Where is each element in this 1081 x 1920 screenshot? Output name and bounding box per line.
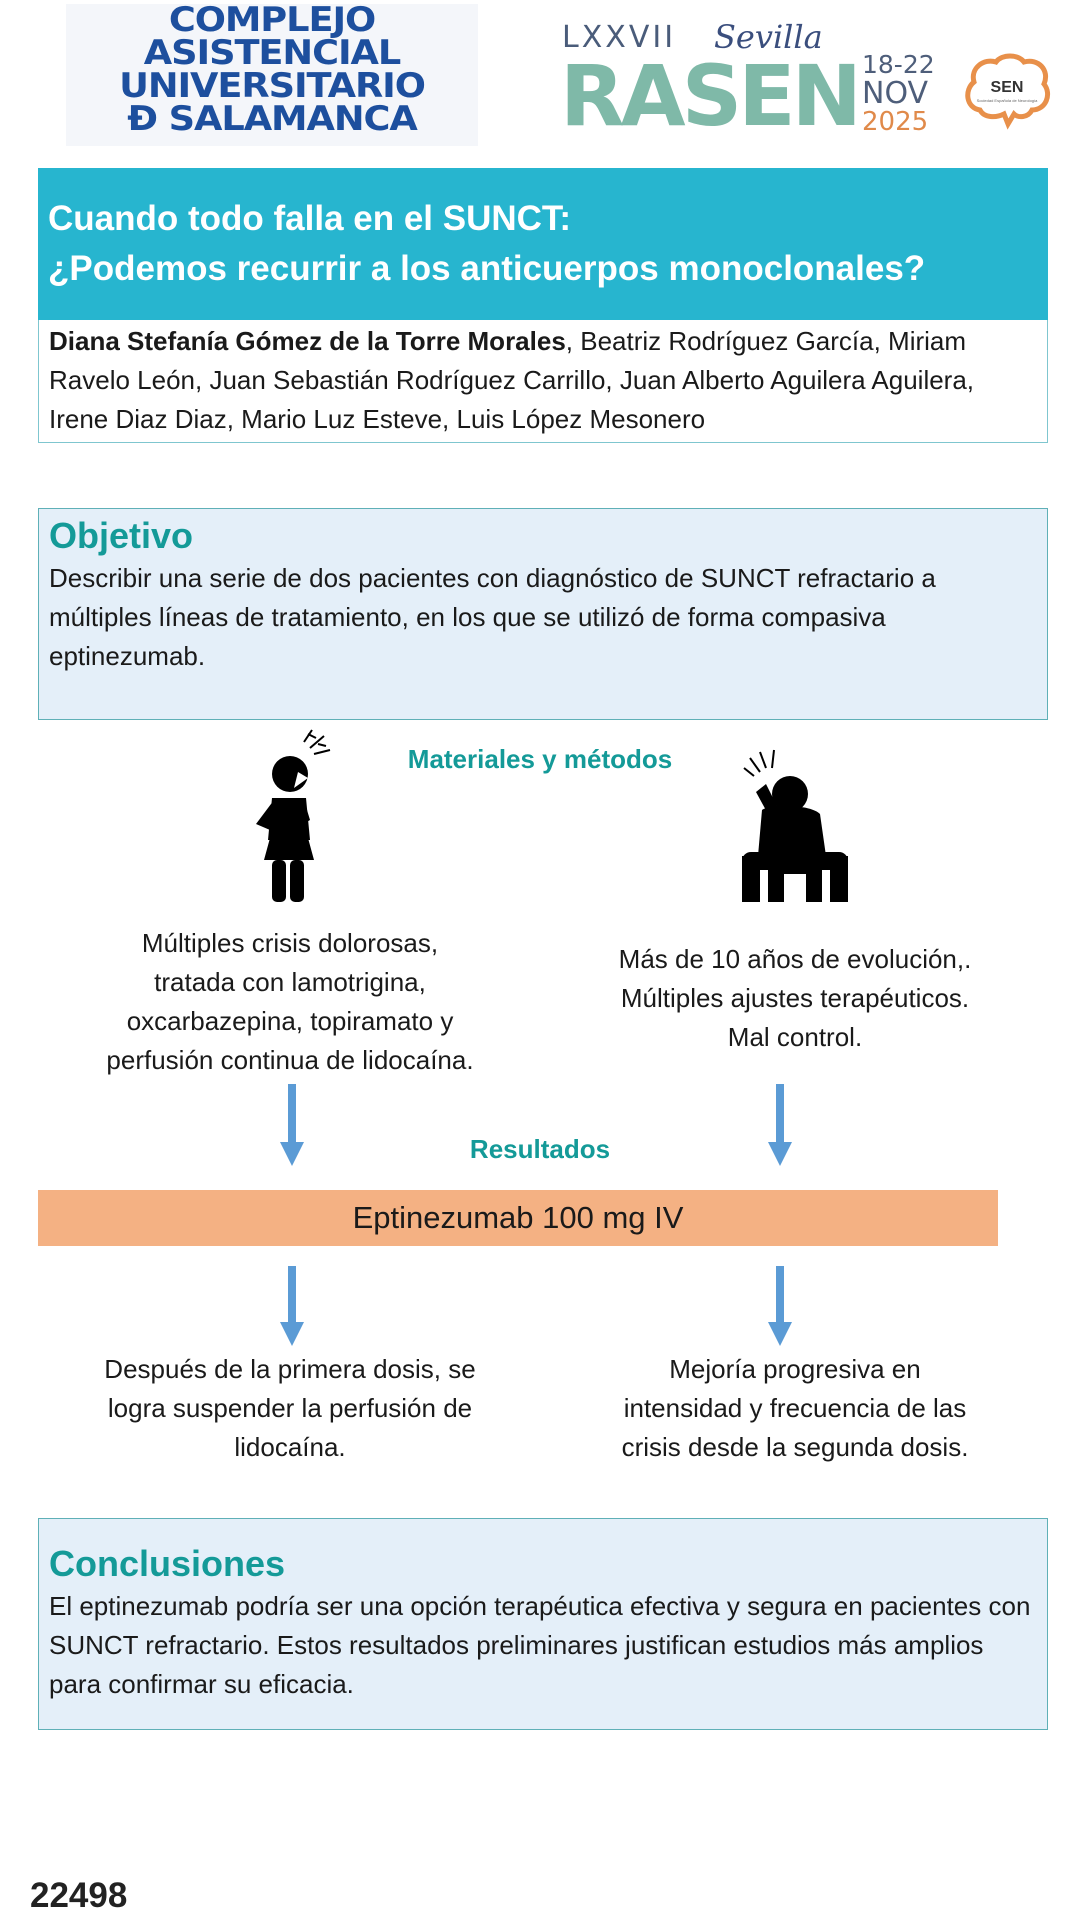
- logo-line-2: ASISTENCIAL: [143, 33, 401, 73]
- congress-days: 18-22: [862, 50, 935, 79]
- conclusions-heading: Conclusiones: [49, 1543, 286, 1584]
- poster-id: 22498: [30, 1876, 128, 1915]
- sen-logo-text: SEN: [990, 79, 1024, 96]
- woman-headache-icon: [248, 728, 340, 908]
- objective-text: Describir una serie de dos pacientes con diagnóstico de SUNCT refractario a múltiples líneas de tratamiento, en los que se utilizó de forma compasiva eptinezumab.: [49, 563, 936, 671]
- congress-dates: [862, 50, 942, 137]
- sen-logo-subtitle: Sociedad Española de Neurología: [976, 98, 1038, 103]
- down-arrow-icon: [280, 1266, 304, 1346]
- congress-name: RASEN: [560, 47, 858, 145]
- patient1-description: [60, 924, 520, 1080]
- patient1-line: tratada con lamotrigina,: [154, 967, 426, 997]
- poster-title: [38, 168, 1048, 320]
- logo-line-3: UNIVERSITARIO: [119, 66, 425, 106]
- outcome2-line: crisis desde la segunda dosis.: [621, 1432, 969, 1462]
- patient2-line: Más de 10 años de evolución,.: [618, 944, 972, 974]
- patient2-line: Mal control.: [727, 1022, 863, 1052]
- seated-person-headache-icon: [740, 748, 850, 908]
- objective-panel: [38, 508, 1048, 720]
- patient1-line: Múltiples crisis dolorosas,: [141, 928, 439, 958]
- patient2-description: [570, 940, 1020, 1057]
- results-heading: Resultados: [469, 1134, 611, 1164]
- co-authors: , Beatriz Rodríguez García, Miriam Ravelo León, Juan Sebastián Rodríguez Carrillo, Juan Alberto Aguilera Aguilera, Irene Diaz Diaz, Mario Luz Esteve, Luis López Mesonero: [49, 326, 975, 434]
- hospital-logo: [66, 0, 478, 146]
- logo-line-1: COMPLEJO: [168, 0, 376, 40]
- authors-list: [38, 320, 1048, 443]
- methods-heading: Materiales y métodos: [407, 744, 673, 774]
- logo-line-4: Ð SALAMANCA: [127, 99, 417, 139]
- title-line-1: Cuando todo falla en el SUNCT:: [48, 199, 572, 238]
- congress-logo: [560, 18, 935, 145]
- congress-number: LXXVII: [562, 20, 677, 55]
- sen-logo: [962, 52, 1052, 132]
- down-arrow-icon: [768, 1266, 792, 1346]
- conclusions-panel: [38, 1518, 1048, 1730]
- outcome2: [570, 1350, 1020, 1467]
- first-author: Diana Stefanía Gómez de la Torre Morales: [49, 326, 566, 356]
- outcome1-line: Después de la primera dosis, se: [104, 1354, 476, 1384]
- title-line-2: ¿Podemos recurrir a los anticuerpos monoclonales?: [48, 249, 926, 288]
- patient1-line: perfusión continua de lidocaína.: [106, 1045, 474, 1075]
- treatment-bar: Eptinezumab 100 mg IV: [38, 1190, 998, 1246]
- congress-city: Sevilla: [714, 18, 823, 56]
- outcome1-line: lidocaína.: [234, 1432, 346, 1462]
- patient1-line: oxcarbazepina, topiramato y: [126, 1006, 454, 1036]
- conclusions-text: El eptinezumab podría ser una opción terapéutica efectiva y segura en pacientes con SUNCT refractario. Estos resultados preliminares justifican estudios más amplios para confirmar su eficacia.: [49, 1591, 1031, 1699]
- outcome1-line: logra suspender la perfusión de: [107, 1393, 473, 1423]
- outcome2-line: Mejoría progresiva en: [669, 1354, 921, 1384]
- congress-month: NOV: [862, 76, 929, 111]
- outcome1: [60, 1350, 520, 1467]
- down-arrow-icon: [280, 1084, 304, 1166]
- congress-year: 2025: [862, 107, 929, 137]
- objective-heading: Objetivo: [49, 515, 194, 556]
- patient2-line: Múltiples ajustes terapéuticos.: [620, 983, 970, 1013]
- outcome2-line: intensidad y frecuencia de las: [623, 1393, 967, 1423]
- down-arrow-icon: [768, 1084, 792, 1166]
